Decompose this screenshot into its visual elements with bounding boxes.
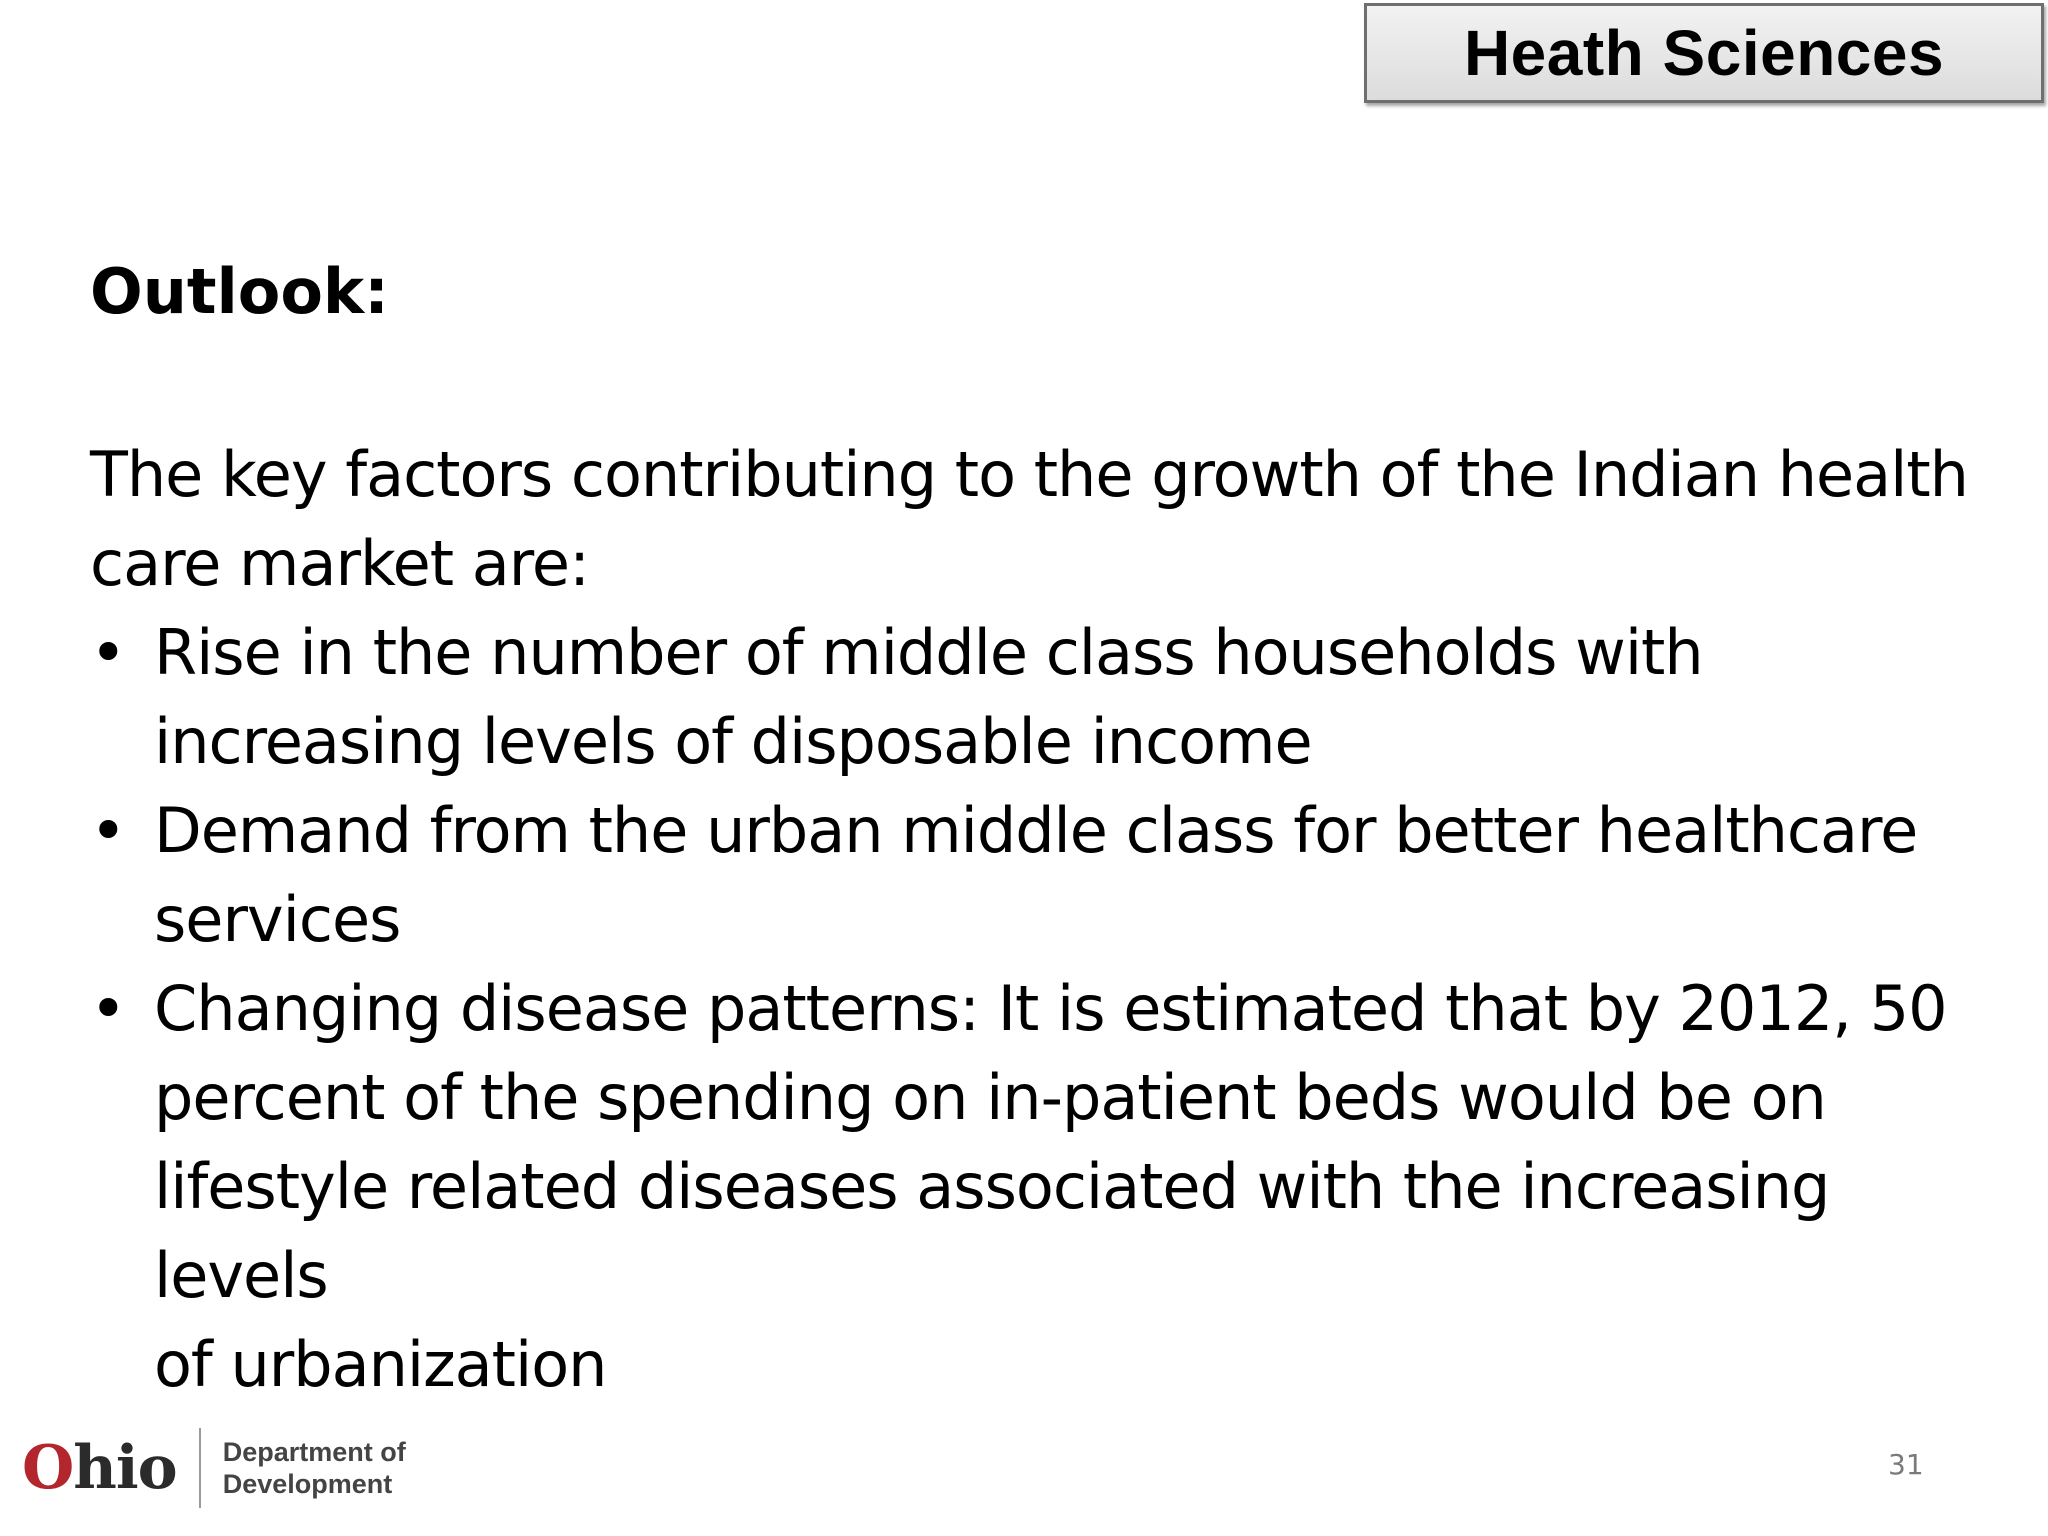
bullet-line: lifestyle related diseases associated with the increasing levels — [154, 1150, 1830, 1312]
bullet-line: Rise in the number of middle class households with — [154, 616, 1703, 689]
ohio-department-logo — [22, 1426, 406, 1510]
logo-divider — [199, 1428, 201, 1508]
bullet-item — [90, 964, 2010, 1409]
bullet-line: increasing levels of disposable income — [154, 705, 1312, 778]
bullet-icon: • — [90, 616, 126, 689]
page-number: 31 — [1888, 1448, 1924, 1481]
logo-dept-line: Development — [222, 1469, 393, 1499]
bullet-line: services — [154, 883, 401, 956]
bullet-line: Changing disease patterns: It is estimated that by 2012, 50 — [154, 972, 1947, 1045]
logo-dept-line: Department of — [222, 1437, 406, 1467]
intro-line: The key factors contributing to the growth of the Indian health — [90, 438, 1968, 511]
bullet-line: of urbanization — [154, 1328, 607, 1401]
bullet-icon: • — [90, 972, 126, 1045]
logo-wordmark — [22, 1433, 177, 1503]
section-tab-label: Heath Sciences — [1463, 17, 1945, 89]
bullet-item — [90, 608, 2010, 786]
logo-rest-letters: hio — [73, 1433, 177, 1503]
logo-department-text — [223, 1436, 406, 1500]
bullet-icon: • — [90, 794, 126, 867]
slide-heading: Outlook: — [90, 255, 389, 328]
bullet-line: Demand from the urban middle class for better healthcare — [154, 794, 1918, 867]
intro-line: care market are: — [90, 527, 589, 600]
section-tab — [1364, 3, 2044, 103]
slide-body — [90, 430, 2010, 1409]
bullet-line: percent of the spending on in-patient beds would be on — [154, 1061, 1826, 1134]
intro-text — [90, 430, 2010, 608]
bullet-item — [90, 786, 2010, 964]
bullet-list — [90, 608, 2010, 1409]
logo-o-letter: O — [22, 1433, 74, 1503]
